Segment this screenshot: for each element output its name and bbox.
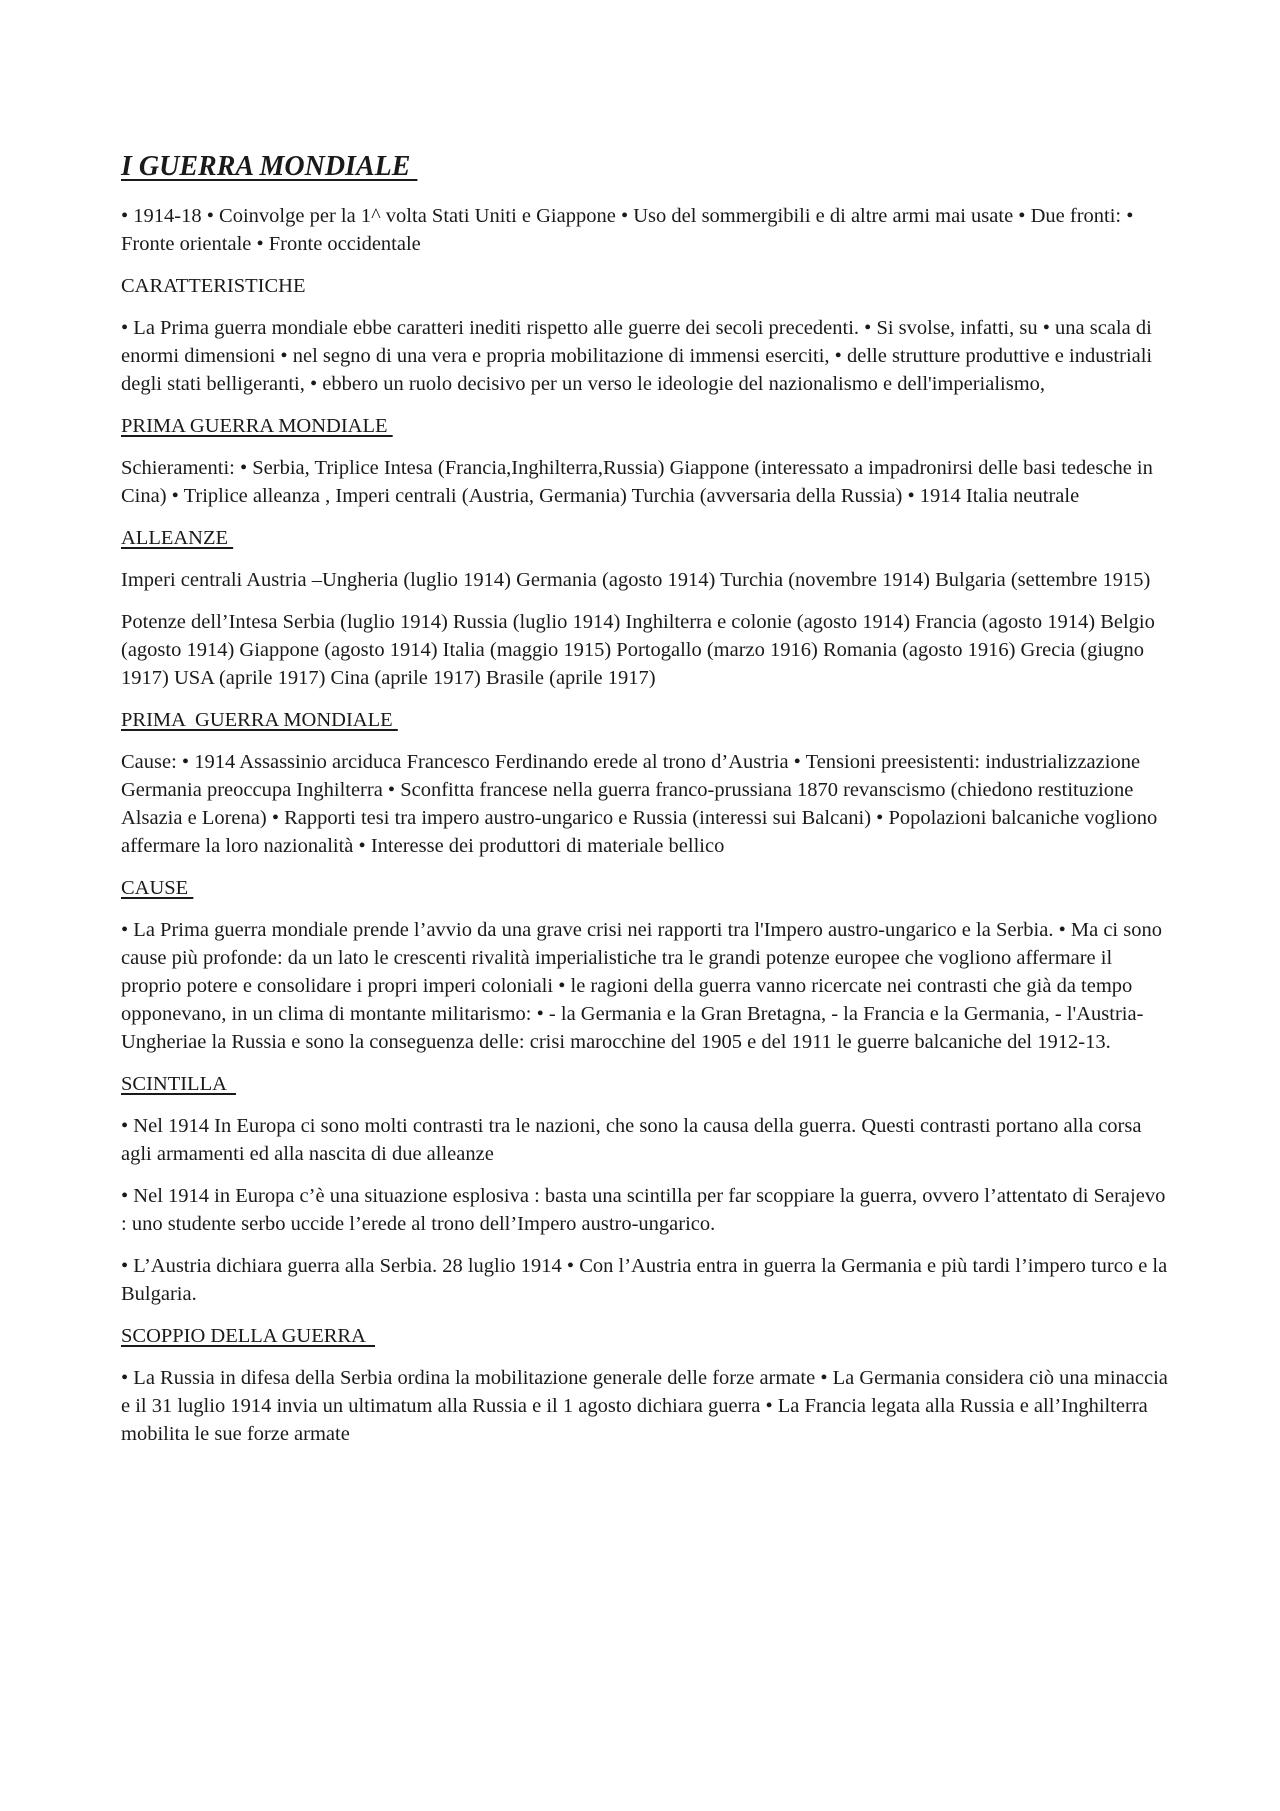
paragraph-potenze-intesa: Potenze dell’Intesa Serbia (luglio 1914) Russia (luglio 1914) Inghilterra e colonie (agosto 1914) Francia (agosto 1914) Belgio (agosto 1914) Giappone (agosto 1914) Italia (maggio 1915) Portogallo (marzo 1916) Romania (agosto 1916) Grecia (giugno 1917) USA (aprile 1917) Cina (aprile 1917) Brasile (aprile 1917) [121,610,1155,689]
heading-alleanze: ALLEANZE [121,526,234,549]
document-title: I GUERRA MONDIALE [121,151,418,182]
document-body [121,202,1171,1448]
heading-cause: CAUSE [121,876,194,899]
heading-scoppio-della-guerra: SCOPPIO DELLA GUERRA [121,1324,376,1347]
paragraph-intro: • 1914-18 • Coinvolge per la 1^ volta Stati Uniti e Giappone • Uso del sommergibili e di altre armi mai usate • Due fronti: • Fronte orientale • Fronte occidentale [121,204,1134,255]
paragraph-imperi-centrali: Imperi centrali Austria –Ungheria (luglio 1914) Germania (agosto 1914) Turchia (novembre 1914) Bulgaria (settembre 1915) [121,568,1151,591]
document-page [121,150,1171,1462]
paragraph-cause-list: Cause: • 1914 Assassinio arciduca Francesco Ferdinando erede al trono d’Austria • Tensioni preesistenti: industrializzazione Germania preoccupa Inghilterra • Sconfitta francese nella guerra franco-prussiana 1870 revanscismo (chiedono restituzione Alsazia e Lorena) • Rapporti tesi tra impero austro-ungarico e Russia (interessi sui Balcani) • Popolazioni balcaniche vogliono affermare la loro nazionalità • Interesse dei produttori di materiale bellico [121,750,1158,857]
paragraph-schieramenti: Schieramenti: • Serbia, Triplice Intesa (Francia,Inghilterra,Russia) Giappone (interessato a impadronirsi delle basi tedesche in Cina) • Triplice alleanza , Imperi centrali (Austria, Germania) Turchia (avversaria della Russia) • 1914 Italia neutrale [121,456,1153,507]
heading-scintilla: SCINTILLA [121,1072,237,1095]
heading-prima-guerra-mondiale-2: PRIMA GUERRA MONDIALE [121,708,398,731]
heading-caratteristiche: CARATTERISTICHE [121,274,306,297]
paragraph-scintilla-1: • Nel 1914 In Europa ci sono molti contrasti tra le nazioni, che sono la causa della guerra. Questi contrasti portano alla corsa agli armamenti ed alla nascita di due alleanze [121,1114,1142,1165]
heading-prima-guerra-mondiale: PRIMA GUERRA MONDIALE [121,414,393,437]
paragraph-cause: • La Prima guerra mondiale prende l’avvio da una grave crisi nei rapporti tra l'Impero austro-ungarico e la Serbia. • Ma ci sono cause più profonde: da un lato le crescenti rivalità imperialistiche tra le grandi potenze europee che vogliono affermare il proprio potere e consolidare i propri imperi coloniali • le ragioni della guerra vanno ricercate nei contrasti che già da tempo opponevano, in un clima di montante militarismo: • - la Germania e la Gran Bretagna, - la Francia e la Germania, - l'Austria-Ungheriae la Russia e sono la conseguenza delle: crisi marocchine del 1905 e del 1911 le guerre balcaniche del 1912-13. [121,918,1162,1053]
paragraph-scoppio: • La Russia in difesa della Serbia ordina la mobilitazione generale delle forze armate • La Germania considera ciò una minaccia e il 31 luglio 1914 invia un ultimatum alla Russia e il 1 agosto dichiara guerra • La Francia legata alla Russia e all’Inghilterra mobilita le sue forze armate [121,1366,1168,1445]
paragraph-scintilla-3: • L’Austria dichiara guerra alla Serbia. 28 luglio 1914 • Con l’Austria entra in guerra la Germania e più tardi l’impero turco e la Bulgaria. [121,1254,1168,1305]
paragraph-scintilla-2: • Nel 1914 in Europa c’è una situazione esplosiva : basta una scintilla per far scoppiare la guerra, ovvero l’attentato di Serajevo : uno studente serbo uccide l’erede al trono dell’Impero austro-ungarico. [121,1184,1166,1235]
paragraph-caratteristiche: • La Prima guerra mondiale ebbe caratteri inediti rispetto alle guerre dei secoli precedenti. • Si svolse, infatti, su • una scala di enormi dimensioni • nel segno di una vera e propria mobilitazione di immensi eserciti, • delle strutture produttive e industriali degli stati belligeranti, • ebbero un ruolo decisivo per un verso le ideologie del nazionalismo e dell'imperialismo, [121,316,1153,395]
